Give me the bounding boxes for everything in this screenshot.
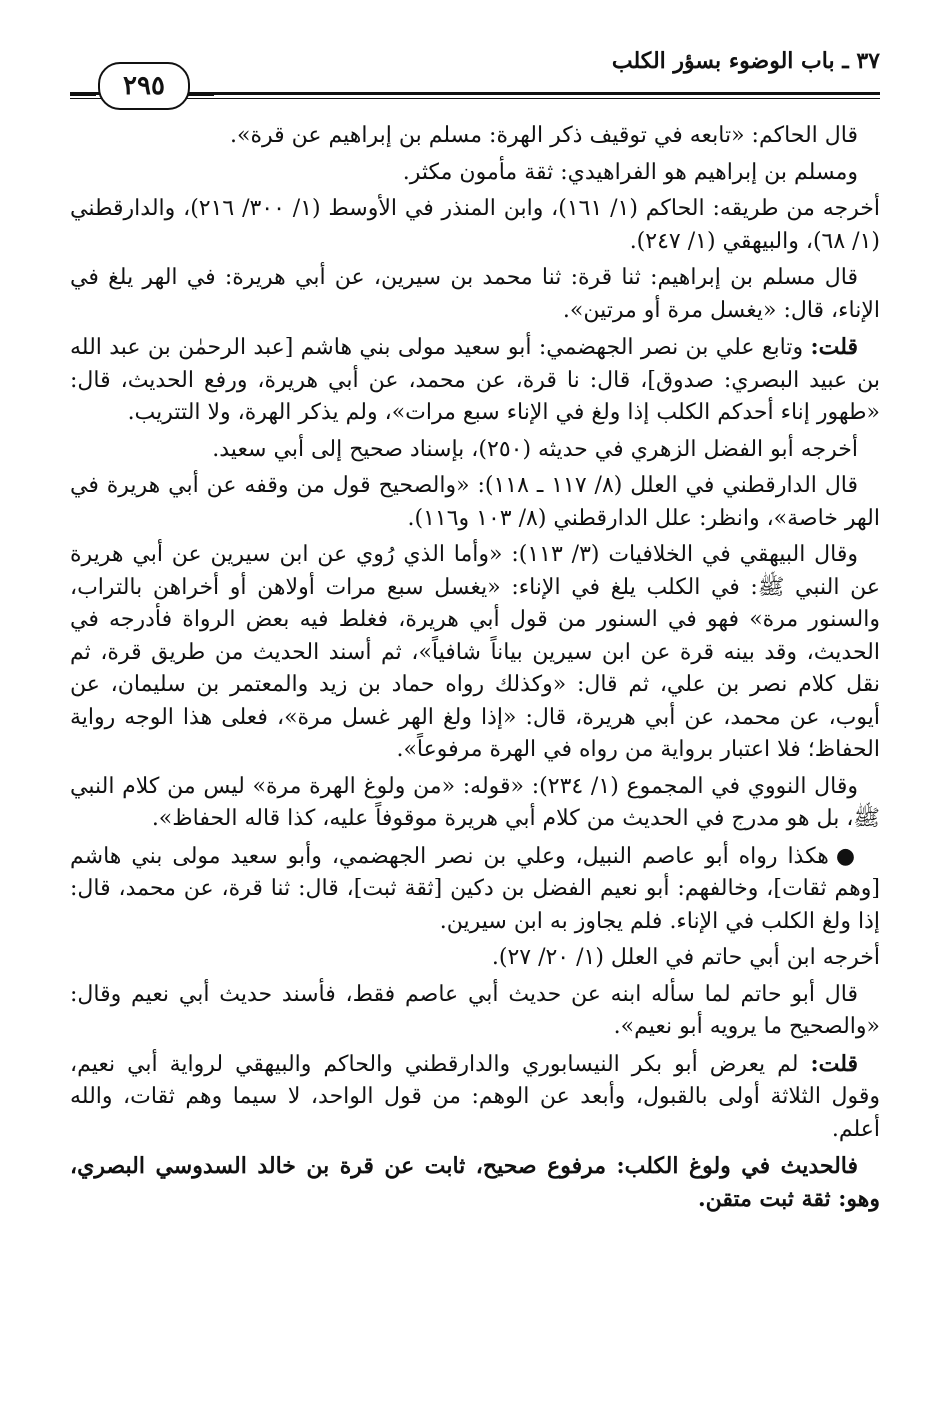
paragraph-text: ومسلم بن إبراهيم هو الفراهيدي: ثقة مأمون مكثر. [402, 159, 858, 185]
paragraph-5 [70, 331, 880, 430]
page-number: ٢٩٥ [123, 71, 165, 101]
paragraph-7 [70, 470, 880, 535]
page-number-badge [98, 62, 190, 110]
paragraph-3 [70, 193, 880, 258]
paragraph-text: وتابع علي بن نصر الجهضمي: أبو سعيد مولى بني هاشم [عبد الرحمٰن بن عبد الله بن عبيد البصري: صدوق]، قال: نا قرة، عن محمد، عن أبي هريرة، ورفع الحديث، قال: «طهور إناء أحدكم الكلب إذا ولغ في الإناء سبع مرات»، ولم يذكر الهرة، ولا التتريب. [70, 335, 880, 425]
paragraph-text: وقال البيهقي في الخلافيات (٣/ ١١٣): «وأما الذي رُوي عن ابن سيرين عن أبي هريرة عن النبي ﷺ: في الكلب يلغ في الإناء: «يغسل سبع مرات أولاهن أو أخراهن بالتراب، والسنور مرة» فهو في السنور من قول أبي هريرة، فغلط فيه بعض الرواة فأدرجه في الحديث، وقد بينه قرة عن ابن سيرين بياناً شافياً»، ثم أسند الحديث من طريق قرة، ثم نقل كلام نصر بن علي، ثم قال: «وكذلك رواه حماد بن زيد والمعتمر بن سليمان، عن أيوب، عن محمد، عن أبي هريرة، قال: «إذا ولغ الهر غسل مرة»، فعلى هذا الوجه رواية الحفاظ؛ فلا اعتبار برواية من رواه في الهرة مرفوعاً». [70, 542, 880, 762]
paragraph-text: لم يعرض أبو بكر النيسابوري والدارقطني والحاكم والبيهقي لرواية أبي نعيم، وقول الثلاثة أولى بالقبول، وأبعد عن الوهم: من قول الواحد، لا سيما وهم ثقات، والله أعلم. [70, 1051, 880, 1142]
paragraph-text: قال الدارقطني في العلل (٨/ ١١٧ ـ ١١٨): «والصحيح قول من وقفه عن أبي هريرة في الهر خاصة»، وانظر: علل الدارقطني (٨/ ١٠٣ و١١٦). [70, 473, 880, 531]
header-rule-thin [70, 98, 880, 99]
paragraph-text: أخرجه أبو الفضل الزهري في حديثه (٢٥٠)، بإسناد صحيح إلى أبي سعيد. [212, 436, 858, 462]
paragraph-12 [70, 979, 880, 1044]
paragraph-lead: قلت: [810, 334, 858, 360]
paragraph-text: وقال النووي في المجموع (١/ ٢٣٤): «قوله: «من ولوغ الهرة مرة» ليس من كلام النبي ﷺ، بل هو مدرج في الحديث من كلام أبي هريرة موقوفاً عليه، كذا قاله الحفاظ». [70, 773, 880, 831]
paragraph-text: أخرجه ابن أبي حاتم في العلل (١/ ٢٠/ ٢٧). [491, 945, 880, 970]
paragraph-text: قال الحاكم: «تابعه في توقيف ذكر الهرة: مسلم بن إبراهيم عن قرة». [230, 123, 858, 148]
paragraph-8 [70, 539, 880, 767]
paragraph-9 [70, 771, 880, 836]
paragraph-11 [70, 942, 880, 975]
paragraph-text: قال مسلم بن إبراهيم: ثنا قرة: ثنا محمد بن سيرين، عن أبي هريرة: في الهر يلغ في الإناء، قال: «يغسل مرة أو مرتين». [70, 265, 880, 323]
paragraph-2 [70, 157, 880, 190]
paragraph-text: هكذا رواه أبو عاصم النبيل، وعلي بن نصر الجهضمي، وأبو سعيد مولى بني هاشم [وهم ثقات]، وخالفهم: أبو نعيم الفضل بن دكين [ثقة ثبت]، قال: ثنا قرة، عن محمد، قال: إذا ولغ الكلب في الإناء. فلم يجاوز به ابن سيرين. [70, 843, 880, 934]
paragraph-text: قال أبو حاتم لما سأله ابنه عن حديث أبي عاصم فقط، فأسند حديث أبي نعيم وقال: «والصحيح ما يرويه أبو نعيم». [70, 981, 880, 1039]
chapter-title: ٣٧ ـ باب الوضوء بسؤر الكلب [611, 48, 880, 74]
badge-ornament-right [188, 93, 214, 96]
paragraph-text: مرفوع صحيح، ثابت عن قرة بن خالد السدوسي البصري، وهو: ثقة ثبت متقن. [70, 1153, 880, 1212]
paragraph-1 [70, 120, 880, 153]
paragraph-6 [70, 434, 880, 467]
paragraph-4 [70, 262, 880, 327]
paragraph-lead: فالحديث في ولوغ الكلب: [616, 1153, 858, 1179]
paragraph-lead: قلت: [810, 1050, 858, 1077]
paragraph-10 [70, 840, 880, 939]
page-body [70, 120, 880, 1368]
paragraph-lead: ● [835, 842, 859, 869]
paragraph-text: أخرجه من طريقه: الحاكم (١/ ١٦١)، وابن المنذر في الأوسط (١/ ٣٠٠/ ٢١٦)، والدارقطني (١/ ٦٨)، والبيهقي (١/ ٢٤٧). [70, 196, 881, 254]
paragraph-13 [70, 1048, 880, 1147]
badge-ornament-left [70, 93, 96, 96]
paragraph-14 [70, 1150, 880, 1215]
page-header [70, 40, 880, 110]
